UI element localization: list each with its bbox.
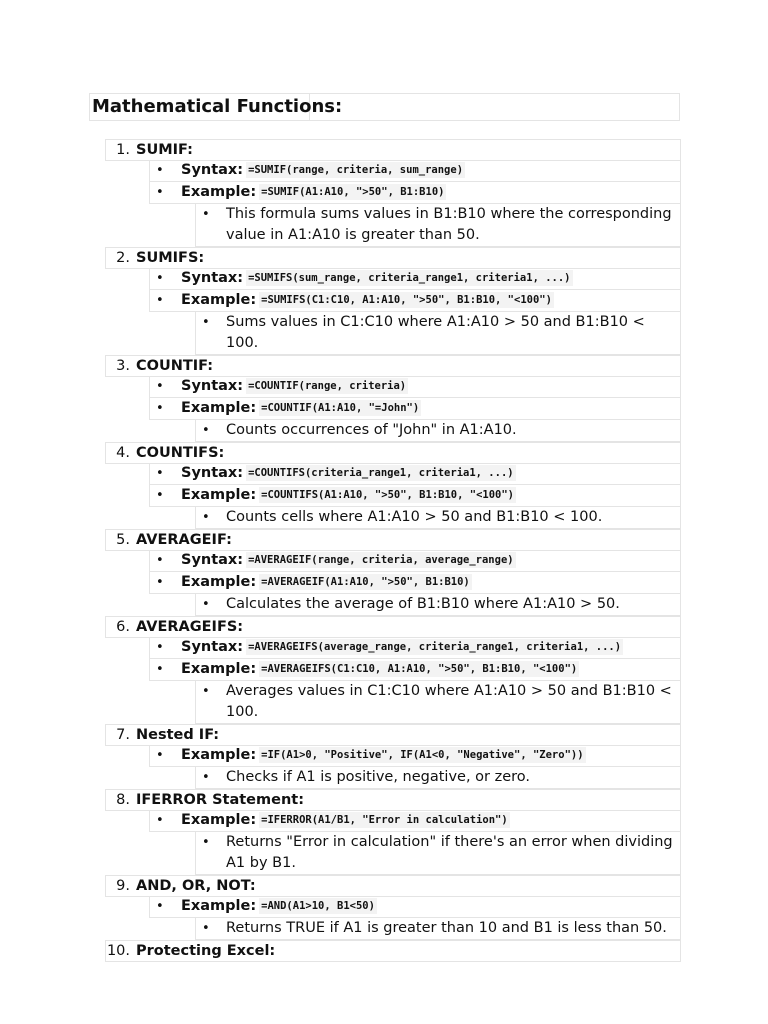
bullet-icon: • — [202, 315, 210, 330]
item-title: Nested IF: — [136, 727, 220, 743]
note-text: Counts occurrences of "John" in A1:A10. — [226, 422, 517, 438]
syntax-label: Syntax: — [181, 270, 244, 286]
example-formula: =SUMIFS(C1:C10, A1:A10, ">50", B1:B10, "<100") — [261, 294, 552, 306]
item-number: 7. — [116, 727, 130, 743]
example-formula: =AVERAGEIF(A1:A10, ">50", B1:B10) — [261, 576, 470, 588]
note-row — [195, 312, 681, 355]
list-item — [105, 442, 681, 464]
note-text: Checks if A1 is positive, negative, or zero. — [226, 769, 531, 785]
bullet-icon: • — [156, 899, 164, 914]
list-item — [105, 789, 681, 811]
note-text: Calculates the average of B1:B10 where A1:A10 > 50. — [226, 596, 620, 612]
example-label: Example: — [181, 574, 257, 590]
item-title: AVERAGEIFS: — [136, 619, 244, 635]
bullet-icon: • — [156, 401, 164, 416]
syntax-formula: =AVERAGEIF(range, criteria, average_range) — [248, 554, 514, 566]
bullet-icon: • — [202, 207, 210, 222]
example-label: Example: — [181, 898, 257, 914]
example-row — [149, 182, 681, 204]
item-title: IFERROR Statement: — [136, 792, 304, 808]
syntax-label: Syntax: — [181, 465, 244, 481]
bullet-icon: • — [202, 423, 210, 438]
example-row — [149, 290, 681, 312]
list-item — [105, 875, 681, 897]
bullet-icon: • — [156, 662, 164, 677]
item-number: 5. — [116, 532, 130, 548]
note-row — [195, 507, 681, 529]
syntax-label: Syntax: — [181, 162, 244, 178]
example-formula: =COUNTIF(A1:A10, "=John") — [261, 402, 420, 414]
example-row — [149, 659, 681, 681]
syntax-row — [149, 268, 681, 290]
bullet-icon: • — [156, 163, 164, 178]
example-label: Example: — [181, 661, 257, 677]
note-row — [195, 681, 681, 724]
note-row — [195, 767, 681, 789]
example-row — [149, 485, 681, 507]
bullet-icon: • — [156, 271, 164, 286]
note-text: Returns "Error in calculation" if there's an error when dividing A1 by B1. — [226, 834, 673, 871]
list-item — [105, 139, 681, 161]
example-row — [149, 810, 681, 832]
note-text: Sums values in C1:C10 where A1:A10 > 50 and B1:B10 < 100. — [226, 314, 645, 351]
syntax-formula: =COUNTIFS(criteria_range1, criteria1, ...) — [248, 467, 514, 479]
example-label: Example: — [181, 292, 257, 308]
bullet-icon: • — [156, 379, 164, 394]
syntax-formula: =AVERAGEIFS(average_range, criteria_range1, criteria1, ...) — [248, 641, 622, 653]
syntax-formula: =SUMIF(range, criteria, sum_range) — [248, 164, 464, 176]
item-number: 10. — [106, 943, 130, 959]
syntax-formula: =COUNTIF(range, criteria) — [248, 380, 407, 392]
syntax-label: Syntax: — [181, 378, 244, 394]
item-title: COUNTIFS: — [136, 445, 225, 461]
note-text: Counts cells where A1:A10 > 50 and B1:B10 < 100. — [226, 509, 603, 525]
bullet-icon: • — [156, 640, 164, 655]
list-item — [105, 529, 681, 551]
item-title: COUNTIF: — [136, 358, 214, 374]
syntax-row — [149, 160, 681, 182]
example-formula: =AVERAGEIFS(C1:C10, A1:A10, ">50", B1:B10, "<100") — [261, 663, 578, 675]
bullet-icon: • — [202, 684, 210, 699]
item-title: SUMIF: — [136, 142, 193, 158]
note-row — [195, 420, 681, 442]
item-title: AVERAGEIF: — [136, 532, 232, 548]
example-label: Example: — [181, 487, 257, 503]
syntax-row — [149, 376, 681, 398]
bullet-icon: • — [156, 553, 164, 568]
example-label: Example: — [181, 184, 257, 200]
example-label: Example: — [181, 400, 257, 416]
example-row — [149, 398, 681, 420]
note-row — [195, 832, 681, 875]
item-title: AND, OR, NOT: — [136, 878, 256, 894]
note-text: Returns TRUE if A1 is greater than 10 and B1 is less than 50. — [226, 920, 667, 936]
item-number: 3. — [116, 358, 130, 374]
note-row — [195, 594, 681, 616]
item-title: SUMIFS: — [136, 250, 205, 266]
item-number: 2. — [116, 250, 130, 266]
note-row — [195, 918, 681, 940]
bullet-icon: • — [156, 185, 164, 200]
bullet-icon: • — [202, 597, 210, 612]
bullet-icon: • — [202, 510, 210, 525]
example-label: Example: — [181, 812, 257, 828]
example-formula: =IF(A1>0, "Positive", IF(A1<0, "Negative", "Zero")) — [261, 749, 584, 761]
bullet-icon: • — [156, 293, 164, 308]
note-text: This formula sums values in B1:B10 where the corresponding value in A1:A10 is greater than 50. — [226, 206, 672, 243]
note-text: Averages values in C1:C10 where A1:A10 > 50 and B1:B10 < 100. — [226, 683, 672, 720]
example-row — [149, 572, 681, 594]
document-heading-box — [89, 93, 680, 121]
document-heading: Mathematical Functions: — [90, 94, 310, 120]
bullet-icon: • — [156, 813, 164, 828]
syntax-row — [149, 463, 681, 485]
example-row — [149, 745, 681, 767]
item-number: 6. — [116, 619, 130, 635]
list-item — [105, 355, 681, 377]
example-label: Example: — [181, 747, 257, 763]
item-number: 8. — [116, 792, 130, 808]
syntax-formula: =SUMIFS(sum_range, criteria_range1, criteria1, ...) — [248, 272, 571, 284]
list-item — [105, 940, 681, 962]
example-row — [149, 896, 681, 918]
bullet-icon: • — [202, 921, 210, 936]
example-formula: =AND(A1>10, B1<50) — [261, 900, 375, 912]
item-title: Protecting Excel: — [136, 943, 276, 959]
list-item — [105, 724, 681, 746]
syntax-label: Syntax: — [181, 552, 244, 568]
item-number: 9. — [116, 878, 130, 894]
bullet-icon: • — [156, 488, 164, 503]
item-number: 4. — [116, 445, 130, 461]
list-item — [105, 247, 681, 269]
example-formula: =SUMIF(A1:A10, ">50", B1:B10) — [261, 186, 445, 198]
example-formula: =IFERROR(A1/B1, "Error in calculation") — [261, 814, 508, 826]
syntax-row — [149, 637, 681, 659]
bullet-icon: • — [156, 748, 164, 763]
syntax-label: Syntax: — [181, 639, 244, 655]
bullet-icon: • — [202, 835, 210, 850]
example-formula: =COUNTIFS(A1:A10, ">50", B1:B10, "<100") — [261, 489, 515, 501]
bullet-icon: • — [202, 770, 210, 785]
bullet-icon: • — [156, 575, 164, 590]
list-item — [105, 616, 681, 638]
item-number: 1. — [116, 142, 130, 158]
syntax-row — [149, 550, 681, 572]
bullet-icon: • — [156, 466, 164, 481]
note-row — [195, 204, 681, 247]
